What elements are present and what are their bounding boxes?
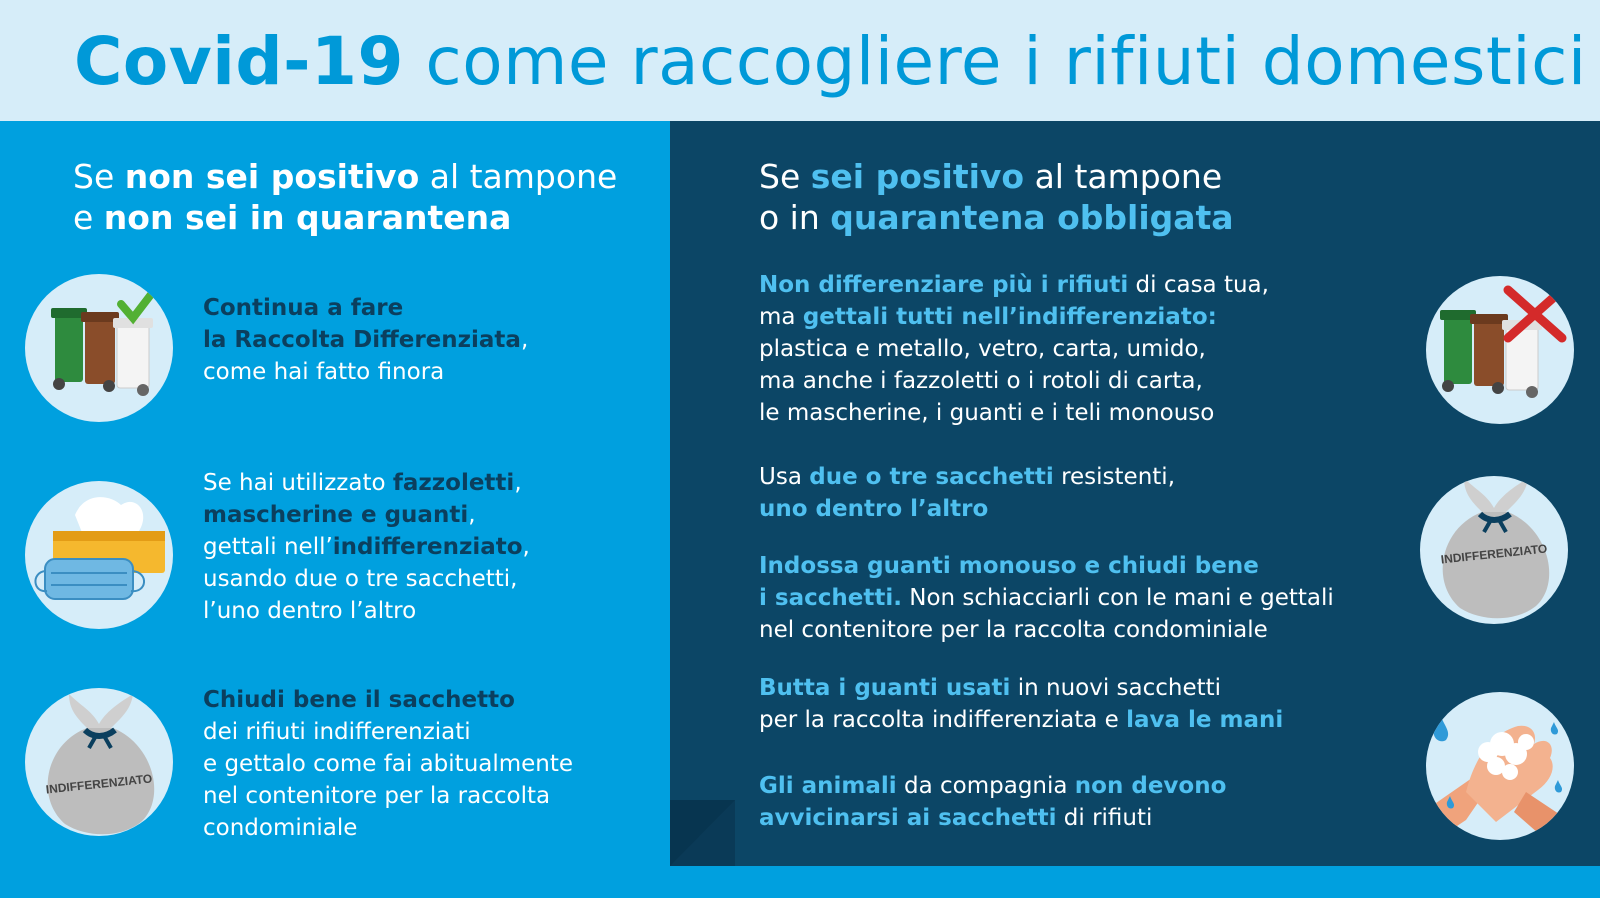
- right-block-4-text: [759, 672, 1283, 736]
- body-text: ma anche i fazzoletti o i rotoli di carta,: [759, 368, 1203, 394]
- left-heading-line2-bold: non sei in quarantena: [103, 198, 512, 237]
- right-block-5-text: [759, 770, 1226, 834]
- highlight-text: indifferenziato: [332, 534, 523, 560]
- text-line: [759, 582, 1334, 614]
- right-heading: [759, 156, 1234, 238]
- right-heading-line2-pre: o in: [759, 198, 831, 237]
- text-line: [759, 397, 1269, 429]
- highlight-text: Non differenziare più i rifiuti: [759, 272, 1129, 298]
- body-text: e gettalo come fai abitualmente: [203, 751, 574, 777]
- right-block-3-text: [759, 550, 1334, 646]
- left-heading-line2-pre: e: [73, 198, 104, 237]
- right-block-2-text: [759, 461, 1175, 525]
- text-line: [759, 333, 1269, 365]
- text-line: [203, 780, 573, 812]
- body-text: usando due o tre sacchetti,: [203, 566, 518, 592]
- body-text: nel contenitore per la raccolta condominiale: [759, 617, 1268, 643]
- left-heading: [73, 156, 617, 238]
- bag-label-left: INDIFFERENZIATO: [45, 771, 153, 797]
- right-heading-line2: [759, 197, 1234, 238]
- body-text: ,: [520, 327, 529, 353]
- highlight-text: uno dentro l’altro: [759, 496, 989, 522]
- highlight-text: non devono: [1074, 773, 1227, 799]
- text-line: [759, 493, 1175, 525]
- left-block-2-text: [203, 467, 530, 627]
- body-text: gettali nell’: [203, 534, 333, 560]
- body-text: nel contenitore per la raccolta: [203, 783, 551, 809]
- body-text: di rifiuti: [1056, 805, 1153, 831]
- body-text: ma: [759, 304, 803, 330]
- text-line: [759, 301, 1269, 333]
- right-heading-line1-bold: sei positivo: [810, 157, 1025, 196]
- text-line: [203, 716, 573, 748]
- text-line: [759, 614, 1334, 646]
- trash-bag-icon: [25, 688, 173, 836]
- left-heading-line2: [73, 197, 617, 238]
- body-text: in nuovi sacchetti: [1010, 675, 1222, 701]
- bins-cross-icon: [1426, 276, 1574, 424]
- body-text: plastica e metallo, vetro, carta, umido,: [759, 336, 1206, 362]
- highlight-text: Butta i guanti usati: [759, 675, 1011, 701]
- body-text: dei rifiuti indifferenziati: [203, 719, 471, 745]
- text-line: [759, 770, 1226, 802]
- right-heading-line1-pre: Se: [759, 157, 811, 196]
- bins-check-icon: [25, 274, 173, 422]
- header-banner: [0, 0, 1600, 121]
- body-text: da compagnia: [896, 773, 1075, 799]
- body-text: di casa tua,: [1128, 272, 1269, 298]
- text-line: [203, 356, 528, 388]
- highlight-text: Gli animali: [759, 773, 897, 799]
- text-line: [203, 531, 530, 563]
- left-heading-line1: [73, 156, 617, 197]
- text-line: [203, 499, 530, 531]
- highlight-text: Chiudi bene il sacchetto: [203, 687, 515, 713]
- text-line: [203, 812, 573, 844]
- bag-label-right: INDIFFERENZIATO: [1440, 541, 1548, 567]
- body-text: resistenti,: [1053, 464, 1175, 490]
- trash-bag-icon-right: [1420, 476, 1568, 624]
- body-text: per la raccolta indifferenziata e: [759, 707, 1127, 733]
- hand-washing-icon: [1426, 692, 1574, 840]
- body-text: condominiale: [203, 815, 358, 841]
- left-heading-line1-bold: non sei positivo: [124, 157, 420, 196]
- highlight-text: fazzoletti: [392, 470, 515, 496]
- body-text: Se hai utilizzato: [203, 470, 393, 496]
- highlight-text: mascherine e guanti: [203, 502, 469, 528]
- text-line: [759, 461, 1175, 493]
- panel-fold-corner: [670, 800, 735, 866]
- text-line: [203, 748, 573, 780]
- text-line: [203, 595, 530, 627]
- title-rest: come raccogliere i rifiuti domestici: [425, 23, 1587, 100]
- left-heading-line1-pre: Se: [73, 157, 125, 196]
- page-title: [74, 18, 1587, 106]
- body-text: ,: [522, 534, 530, 560]
- highlight-text: i sacchetti.: [759, 585, 902, 611]
- title-bold: Covid-19: [74, 23, 404, 100]
- text-line: [759, 704, 1283, 736]
- right-heading-line1-post: al tampone: [1024, 157, 1223, 196]
- body-text: Non schiacciarli con le mani e gettali: [901, 585, 1334, 611]
- left-heading-line1-post: al tampone: [419, 157, 618, 196]
- highlight-text: la Raccolta Differenziata: [203, 327, 521, 353]
- text-line: [759, 269, 1269, 301]
- highlight-text: lava le mani: [1126, 707, 1284, 733]
- right-block-1-text: [759, 269, 1269, 429]
- highlight-text: Indossa guanti monouso e chiudi bene: [759, 553, 1259, 579]
- text-line: [759, 672, 1283, 704]
- left-block-3-text: [203, 684, 573, 844]
- text-line: [759, 802, 1226, 834]
- right-heading-line2-bold: quarantena obbligata: [830, 198, 1234, 237]
- text-line: [759, 365, 1269, 397]
- highlight-text: gettali tutti nell’indifferenziato:: [802, 304, 1217, 330]
- body-text: l’uno dentro l’altro: [203, 598, 417, 624]
- text-line: [203, 324, 528, 356]
- body-text: ,: [468, 502, 476, 528]
- tissues-mask-icon: [25, 481, 173, 629]
- text-line: [203, 563, 530, 595]
- text-line: [203, 467, 530, 499]
- body-text: come hai fatto finora: [203, 359, 445, 385]
- body-text: ,: [514, 470, 522, 496]
- body-text: le mascherine, i guanti e i teli monouso: [759, 400, 1215, 426]
- right-heading-line1: [759, 156, 1234, 197]
- text-line: [203, 292, 528, 324]
- text-line: [203, 684, 573, 716]
- highlight-text: Continua a fare: [203, 295, 404, 321]
- text-line: [759, 550, 1334, 582]
- highlight-text: due o tre sacchetti: [809, 464, 1054, 490]
- left-block-1-text: [203, 292, 528, 388]
- highlight-text: avvicinarsi ai sacchetti: [759, 805, 1057, 831]
- body-text: Usa: [759, 464, 810, 490]
